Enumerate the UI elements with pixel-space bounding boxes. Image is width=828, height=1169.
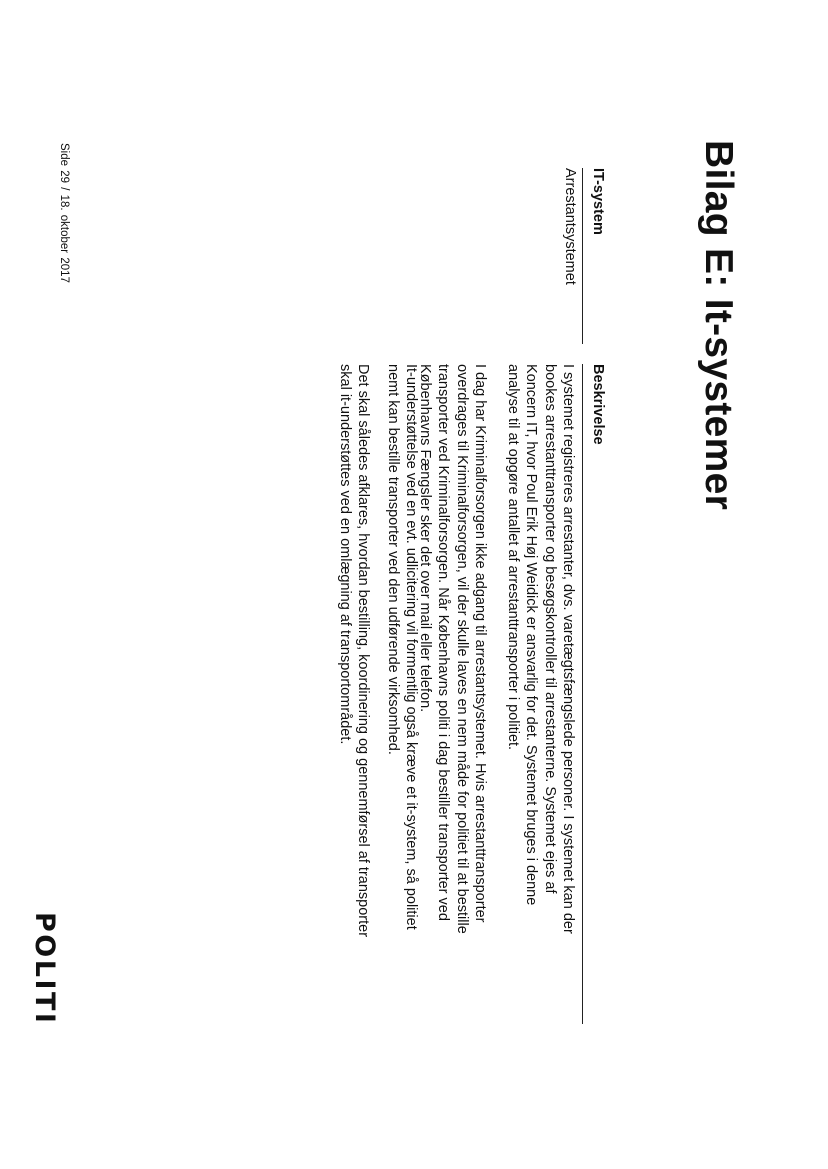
- column-header-description: Beskrivelse: [590, 364, 606, 445]
- description-paragraph: [504, 364, 577, 934]
- politi-logo: POLITI: [29, 912, 60, 1026]
- text-line: nemt kan bestille transporter ved den udførende virksomhed.: [384, 364, 401, 755]
- page-footer: Side 29 / 18. oktober 2017: [58, 143, 70, 283]
- text-line: I dag har Kriminalforsorgen ikke adgang til arrestantsystemet. Hvis arrestanttransporter: [472, 364, 488, 923]
- header-rule: [582, 364, 583, 1024]
- system-name-cell: Arrestantsystemet: [562, 168, 578, 285]
- text-line: skal it-understøttes ved en omlægning af transportområdet.: [336, 364, 353, 745]
- text-line: Det skal således afklares, hvordan bestilling, koordinering og gennemførsel af transporter: [355, 364, 371, 938]
- text-line: Københavns Fængsler sker det over mail eller telefon.: [417, 364, 434, 713]
- header-rule: [582, 168, 583, 344]
- column-header-it-system: IT-system: [590, 168, 606, 235]
- text-line: bookes arrestanttransporter og besøgskontroller til arrestanterne. Systemet ejes af: [541, 364, 558, 894]
- description-paragraph: [383, 364, 420, 930]
- text-line: transporter ved Kriminalforsorgen. Når Københavns politi i dag bestiller transporter ved: [435, 364, 452, 921]
- text-line: Koncern IT, hvor Poul Erik Høj Weidick er ansvarlig for det. Systemet bruges i denne: [523, 364, 540, 906]
- description-paragraph: [335, 364, 372, 937]
- page-title: Bilag E: It-systemer: [697, 140, 740, 511]
- text-line: It-understøttelse ved en evt. udlicitering vil formentlig også kræve et it-system, så politiet: [403, 364, 419, 930]
- description-paragraph: [416, 364, 489, 934]
- text-line: overdrages til Kriminalforsorgen, vil der skulle laves en nem måde for politiet til at bestille: [453, 364, 470, 934]
- text-line: I systemet registreres arrestanter, dvs. varetægtsfængslede personer. I systemet kan der: [560, 364, 576, 934]
- text-line: analyse til at opgøre antallet af arrestanttransporter i politiet.: [505, 364, 522, 751]
